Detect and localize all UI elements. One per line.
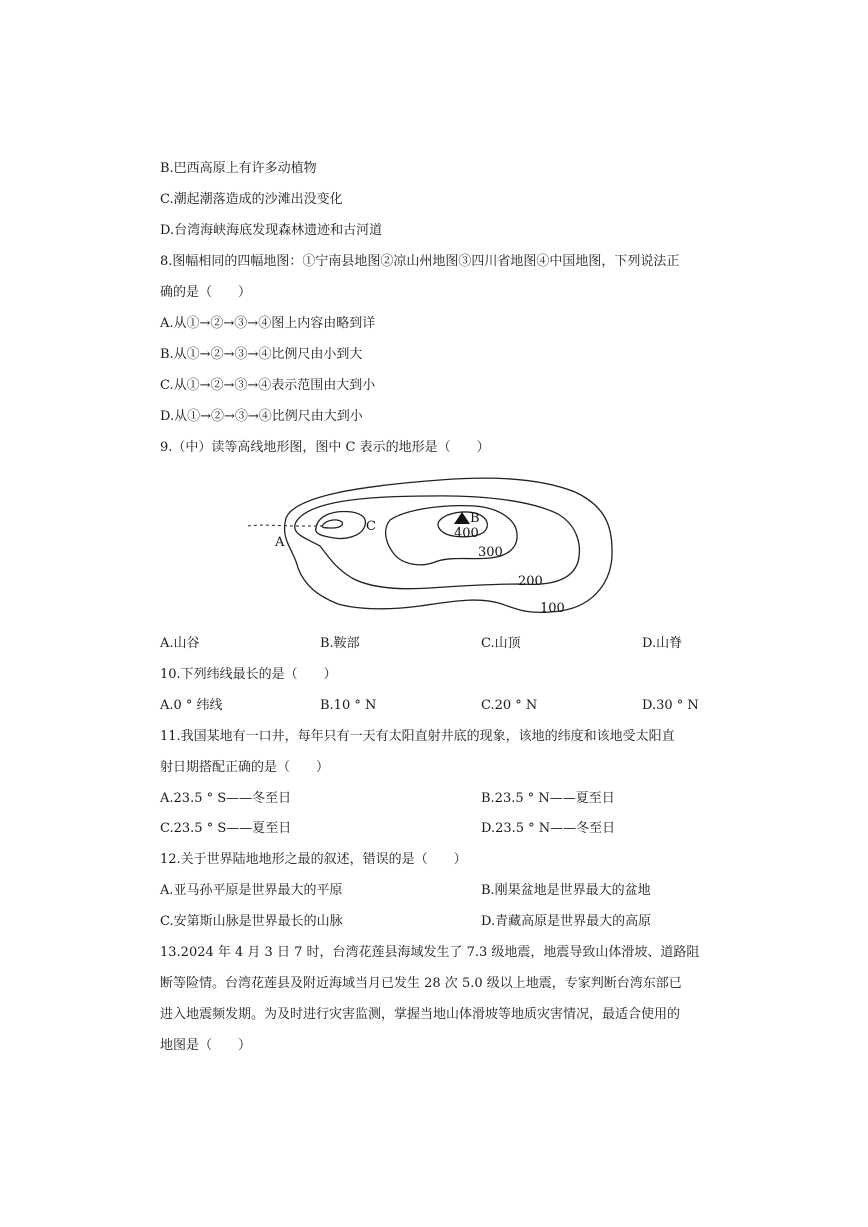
q11-option-a: A.23.5 ° S——冬至日 — [160, 791, 292, 806]
label-100: 100 — [540, 601, 565, 616]
label-b: B — [470, 511, 480, 526]
q13-line3: 进入地震频发期。为及时进行灾害监测，掌握当地山体滑坡等地质灾害情况，最适合使用的 — [160, 1007, 681, 1022]
q9-option-b: B.鞍部 — [320, 636, 360, 651]
q8-stem-line2: 确的是（ ） — [160, 285, 252, 300]
q12-option-d: D.青藏高原是世界最大的高原 — [481, 914, 652, 929]
q9-option-a: A.山谷 — [160, 636, 200, 651]
label-200: 200 — [518, 574, 543, 589]
dashed-line-a — [248, 525, 322, 526]
q13-line1: 13.2024 年 4 月 3 日 7 时，台湾花莲县海域发生了 7.3 级地震，地震导致山体滑坡、道路阻 — [160, 945, 700, 960]
q8-option-d: D.从①→②→③→④比例尺由大到小 — [160, 409, 363, 424]
q8-option-c: C.从①→②→③→④表示范围由大到小 — [160, 378, 376, 393]
q10-option-d: D.30 ° N — [642, 698, 699, 713]
label-a: A — [275, 535, 285, 550]
q9-stem: 9.（中）读等高线地形图，图中 C 表示的地形是（ ） — [160, 440, 490, 455]
q10-stem: 10.下列纬线最长的是（ ） — [160, 667, 337, 682]
label-400: 400 — [454, 526, 479, 541]
q10-option-c: C.20 ° N — [481, 698, 538, 713]
label-300: 300 — [478, 545, 503, 560]
q8-option-a: A.从①→②→③→④图上内容由略到详 — [160, 316, 376, 331]
q9-option-c: C.山顶 — [481, 636, 521, 651]
q8-option-b: B.从①→②→③→④比例尺由小到大 — [160, 347, 363, 362]
q9-option-d: D.山脊 — [642, 636, 683, 651]
q10-option-b: B.10 ° N — [320, 698, 377, 713]
q11-option-b: B.23.5 ° N——夏至日 — [481, 791, 615, 806]
contour-line-100 — [285, 478, 613, 612]
q11-stem-line1: 11.我国某地有一口井，每年只有一天有太阳直射井底的现象，该地的纬度和该地受太阳直 — [160, 729, 675, 744]
q10-option-a: A.0 ° 纬线 — [160, 698, 223, 713]
q13-line4: 地图是（ ） — [160, 1038, 252, 1053]
q8-stem-line1: 8.图幅相同的四幅地图：①宁南县地图②凉山州地图③四川省地图④中国地图，下列说法正 — [160, 254, 680, 269]
q12-option-a: A.亚马孙平原是世界最大的平原 — [160, 883, 343, 898]
q11-stem-line2: 射日期搭配正确的是（ ） — [160, 760, 330, 775]
q7-option-d: D.台湾海峡海底发现森林遗迹和古河道 — [160, 223, 383, 238]
contour-map-figure — [240, 468, 620, 628]
label-c: C — [366, 519, 376, 534]
q11-option-d: D.23.5 ° N——冬至日 — [481, 821, 616, 836]
q12-stem: 12.关于世界陆地地形之最的叙述，错误的是（ ） — [160, 852, 467, 867]
q7-option-b: B.巴西高原上有许多动植物 — [160, 161, 317, 176]
q7-option-c: C.潮起潮落造成的沙滩出没变化 — [160, 192, 343, 207]
q11-option-c: C.23.5 ° S——夏至日 — [160, 821, 292, 836]
q12-option-b: B.刚果盆地是世界最大的盆地 — [481, 883, 651, 898]
q12-option-c: C.安第斯山脉是世界最长的山脉 — [160, 914, 343, 929]
summit-triangle-icon — [454, 512, 470, 524]
q13-line2: 断等险情。台湾花莲县及附近海域当月已发生 28 次 5.0 级以上地震，专家判断台湾东部已 — [160, 976, 682, 991]
contour-line-inner-loop — [322, 520, 342, 528]
